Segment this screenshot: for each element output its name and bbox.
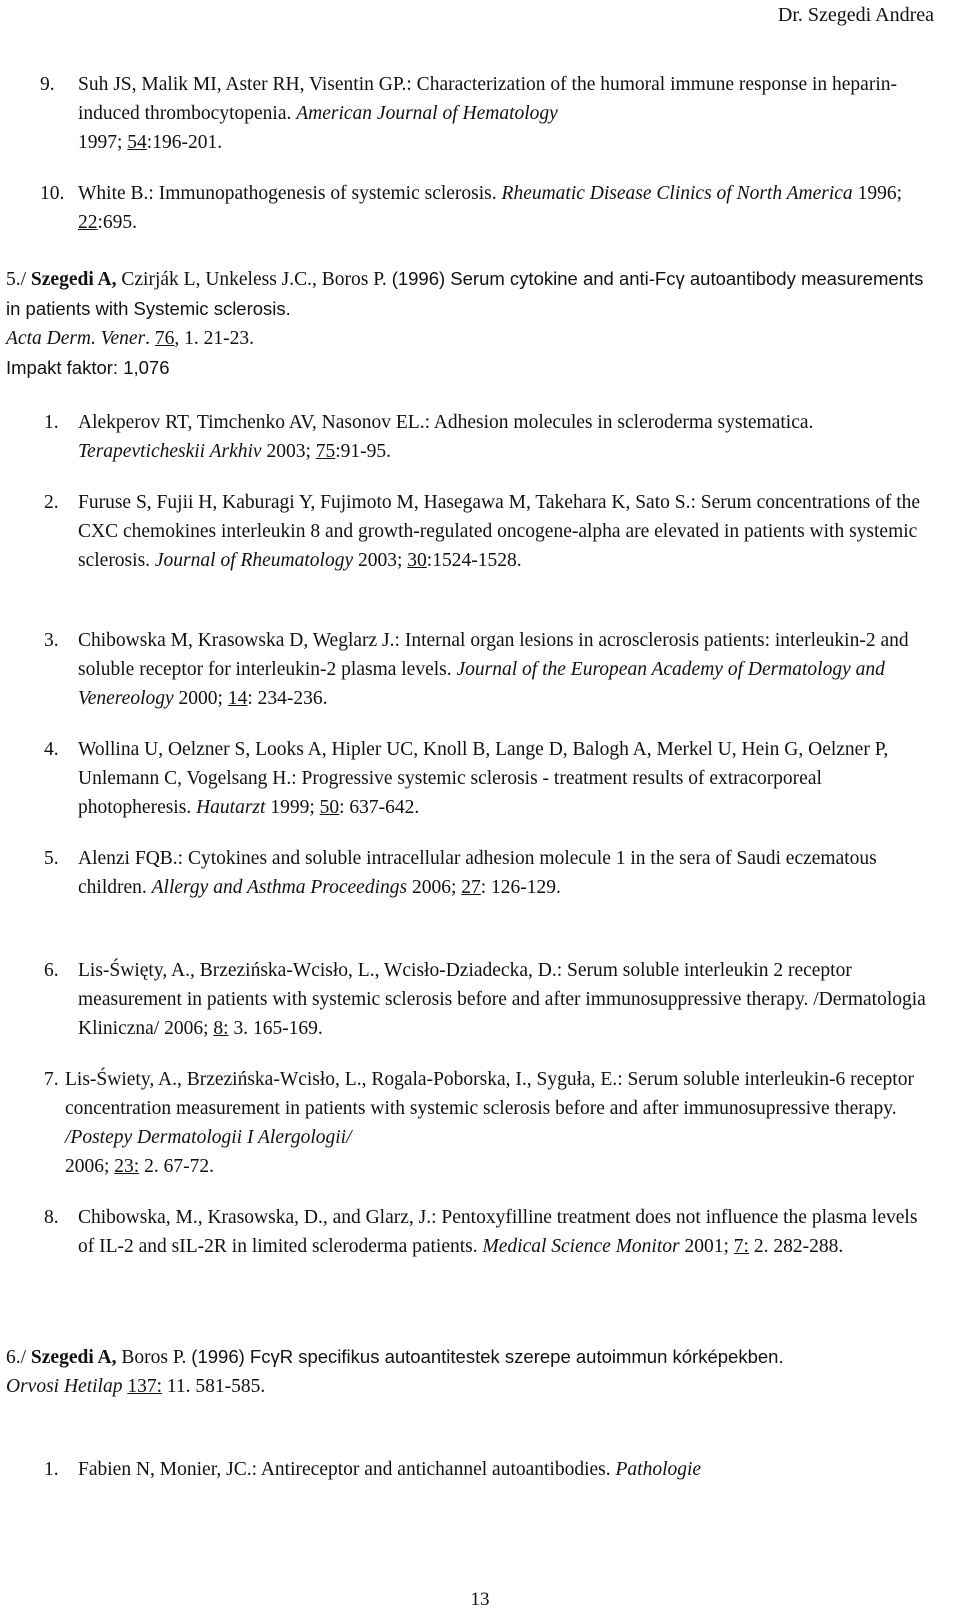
citation-pages: : 234-236.	[247, 688, 328, 709]
citation-title: : Cytokines and soluble intracellular adhesion molecule 1 in the sera of Saudi eczematous children.	[78, 848, 877, 898]
citation-year: 2003;	[261, 441, 316, 462]
citation-year: 2000;	[173, 688, 228, 709]
citation-year: 2001;	[679, 1236, 734, 1257]
citation-pages: 3. 165-169.	[228, 1018, 323, 1039]
citation-journal: /Dermatologia Kliniczna/	[78, 989, 926, 1039]
citation-number: 2.	[44, 492, 59, 513]
citation-volume: 27	[461, 877, 481, 898]
citation-pages: :196-201.	[146, 132, 223, 153]
citation-pages: 11. 581-585.	[162, 1376, 266, 1397]
citation-title: : Adhesion molecules in scleroderma systematica.	[424, 412, 814, 433]
citation-title: : Serum concentrations of the CXC chemokines interleukin 8 and growth-regulated oncogene-alpha are elevated in patients with systemic sclerosis.	[78, 492, 921, 571]
citation-number: 5.	[44, 848, 59, 869]
citation-journal: Terapevticheskii Arkhiv	[78, 441, 262, 462]
citation-number: 6./	[6, 1347, 27, 1368]
impact-factor: Impakt faktor: 1,076	[6, 357, 170, 378]
citation-year: 2006;	[65, 1156, 115, 1177]
citation-pages: : 637-642.	[339, 797, 420, 818]
citation-title: : Pentoxyfilline treatment does not influence the plasma levels of IL-2 and sIL-2R in limited scleroderma patients.	[78, 1207, 918, 1257]
citation-title: : Serum soluble interleukin 2 receptor measurement in patients with systemic sclerosis before and after immunosuppressive therapy.	[78, 960, 852, 1010]
citation-pages: 2. 67-72.	[139, 1156, 214, 1177]
citation-title: : Antireceptor and antichannel autoantibodies.	[251, 1459, 616, 1480]
citation-volume: 7:	[733, 1236, 749, 1257]
citation-journal: Acta Derm. Vener	[6, 328, 146, 349]
citation-number: 10.	[40, 183, 65, 204]
citation-title: : Progressive systemic sclerosis - treatment results of extracorporeal photopheresis.	[78, 768, 822, 818]
citation-volume: 30	[407, 550, 427, 571]
citation-journal: Medical Science Monitor	[482, 1236, 680, 1257]
citation-volume: 137:	[127, 1376, 162, 1397]
citation-volume: 75	[315, 441, 336, 462]
citation-authors: White B.	[78, 183, 149, 204]
citation-journal: Journal of the European Academy of Dermatology and Venereology	[78, 659, 885, 709]
citation-volume: 76	[154, 328, 175, 349]
citation-pages: : 126-129.	[480, 877, 561, 898]
page-number: 13	[470, 1589, 490, 1610]
citation-authors: Furuse S, Fujii H, Kaburagi Y, Fujimoto M, Hasegawa M, Takehara K, Sato S.	[78, 492, 691, 513]
citation-title: (1996) FcγR specifikus autoantitestek szerepe autoimmun kórképekben.	[191, 1346, 784, 1367]
citation-number: 1.	[44, 412, 59, 433]
citation-authors: Alenzi FQB.	[78, 848, 178, 869]
own-publication-5: 5./ Szegedi A, Czirják L, Unkeless J.C., Boros P. (1996) Serum cytokine and anti-Fcγ autoantibody measurements in patients with Systemic sclerosis. Acta Derm. Vener. 76, 1. 21-23. Impakt faktor: 1,076	[6, 268, 924, 378]
citation-journal: Rheumatic Disease Clinics of North America	[501, 183, 853, 204]
citation-volume: 22	[78, 212, 98, 233]
citation-title: : Serum soluble interleukin-6 receptor concentration measurement in patients with systemic sclerosis before and after immunosupressive therapy.	[65, 1069, 914, 1119]
citation-title: : Immunopathogenesis of systemic sclerosis.	[148, 183, 502, 204]
citation-authors: Czirják L, Unkeless J.C., Boros P.	[116, 269, 392, 290]
citation-year: 1996;	[852, 183, 902, 204]
citation-volume: 50	[319, 797, 340, 818]
citation-year: 1997;	[78, 132, 128, 153]
citation-number: 9.	[40, 74, 55, 95]
citation-authors: Lis-Świety, A., Brzezińska-Wcisło, L., Rogala-Poborska, I., Syguła, E.	[65, 1069, 618, 1090]
citation-number: 5./	[6, 269, 27, 290]
citation-year: 1999;	[265, 797, 320, 818]
citation-journal: American Journal of Hematology	[296, 103, 558, 124]
citation-journal: Pathologie	[615, 1459, 702, 1480]
citation-title: (1996) Serum cytokine and anti-Fcγ autoantibody measurements in patients with Systemic sclerosis.	[6, 268, 924, 319]
citation-volume: 14	[227, 688, 248, 709]
citation-title: : Characterization of the humoral immune response in heparin-induced thrombocytopenia.	[78, 74, 897, 124]
citation-year: 2006;	[159, 1018, 214, 1039]
page-header-author: Dr. Szegedi Andrea	[777, 4, 934, 26]
citation-number: 7.	[44, 1069, 59, 1090]
citation-authors: Boros P.	[116, 1347, 192, 1368]
citation-volume: 8:	[213, 1018, 229, 1039]
own-author-name: Szegedi A,	[30, 269, 117, 290]
citation-pages: :91-95.	[335, 441, 392, 462]
citation-number: 4.	[44, 739, 59, 760]
citation-pages: :695.	[97, 212, 138, 233]
citation-year: 2006;	[407, 877, 462, 898]
citation-journal: Hautarzt	[196, 797, 266, 818]
citation-authors: Fabien N, Monier, JC.	[78, 1459, 252, 1480]
citation-volume: 54	[127, 132, 147, 153]
own-publication-6	[6, 1342, 936, 1401]
citation-authors: Wollina U, Oelzner S, Looks A, Hipler UC, Knoll B, Lange D, Balogh A, Merkel U, Hein G, Oelzner P, Unlemann C, Vogelsang H.	[78, 739, 889, 789]
citation-journal: Orvosi Hetilap	[6, 1376, 123, 1397]
citation-authors: Lis-Święty, A., Brzezińska-Wcisło, L., Wcisło-Dziadecka, D.	[78, 960, 557, 981]
citation-authors: Alekperov RT, Timchenko AV, Nasonov EL.	[78, 412, 425, 433]
citation-pages: 2. 282-288.	[748, 1236, 844, 1257]
citation-journal: Journal of Rheumatology	[154, 550, 354, 571]
citation-journal: Allergy and Asthma Proceedings	[151, 877, 408, 898]
citation-authors: Suh JS, Malik MI, Aster RH, Visentin GP.	[78, 74, 407, 95]
citation-pages: , 1. 21-23.	[174, 328, 255, 349]
citation-journal: /Postepy Dermatologii I Alergologii/	[65, 1127, 352, 1148]
citation-authors: Chibowska, M., Krasowska, D., and Glarz, J.	[78, 1207, 432, 1228]
citation-volume: 23:	[114, 1156, 140, 1177]
citation-number: 3.	[44, 630, 59, 651]
citation-number: 8.	[44, 1207, 59, 1228]
citation-authors: Chibowska M, Krasowska D, Weglarz J.	[78, 630, 395, 651]
own-author-name: Szegedi A,	[30, 1347, 117, 1368]
citation-pages: :1524-1528.	[426, 550, 522, 571]
citation-number: 1.	[44, 1459, 59, 1480]
citation-title: : Internal organ lesions in acrosclerosis patients: interleukin-2 and soluble receptor for interleukin-2 plasma levels.	[78, 630, 909, 680]
citation-number: 6.	[44, 960, 59, 981]
citation-year: 2003;	[353, 550, 408, 571]
